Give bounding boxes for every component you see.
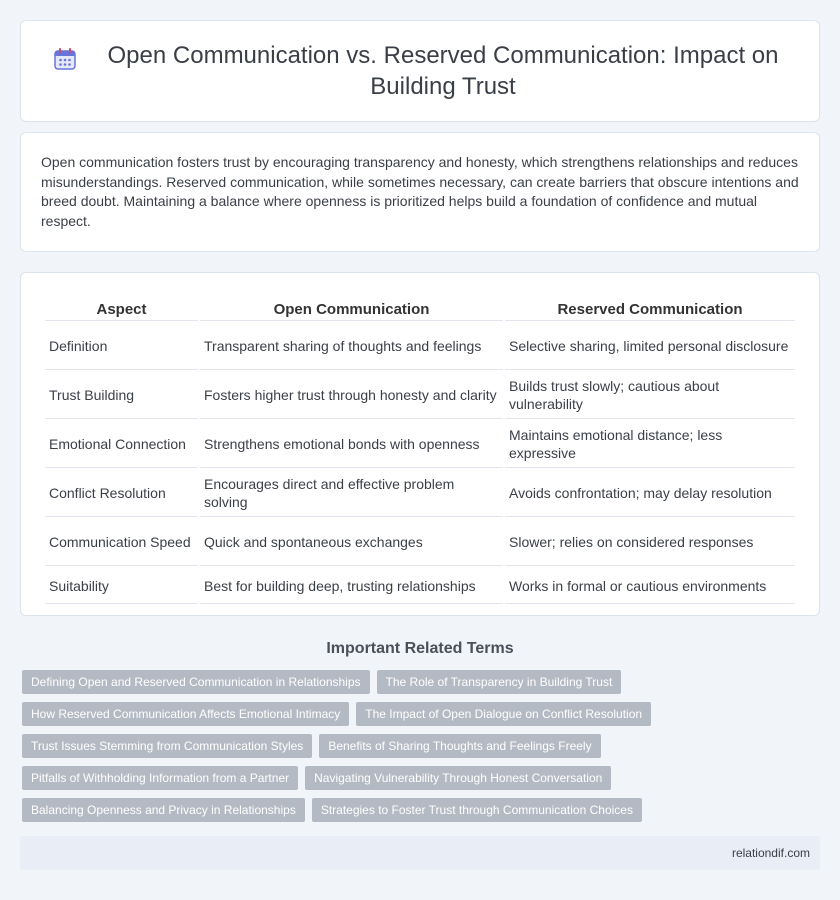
header-aspect: Aspect — [45, 299, 198, 321]
header-open-communication: Open Communication — [200, 299, 503, 321]
cell-reserved: Works in formal or cautious environments — [505, 568, 795, 604]
cell-open: Strengthens emotional bonds with openness — [200, 421, 503, 468]
related-term-tag[interactable]: Strategies to Foster Trust through Communication Choices — [312, 798, 642, 822]
related-term-tag[interactable]: Benefits of Sharing Thoughts and Feelings Freely — [319, 734, 600, 758]
table-row — [45, 519, 795, 566]
table-row — [45, 323, 795, 370]
calendar-icon — [52, 46, 78, 72]
cell-reserved: Slower; relies on considered responses — [505, 519, 795, 566]
cell-reserved: Builds trust slowly; cautious about vulnerability — [505, 372, 795, 419]
comparison-table — [43, 297, 797, 606]
related-term-tag[interactable]: The Impact of Open Dialogue on Conflict Resolution — [356, 702, 651, 726]
cell-open: Quick and spontaneous exchanges — [200, 519, 503, 566]
related-terms-title: Important Related Terms — [326, 640, 514, 657]
comparison-table-card — [20, 272, 820, 616]
related-term-tag[interactable]: The Role of Transparency in Building Trust — [377, 670, 622, 694]
related-term-tag[interactable]: Defining Open and Reserved Communication in Relationships — [22, 670, 370, 694]
intro-text: Open communication fosters trust by encouraging transparency and honesty, which strengthens relationships and reduces misunderstandings. Reserved communication, while sometimes necessary, can create barriers that obscure intentions and breed doubt. Maintaining a balance where openness is prioritized helps build a foundation of confidence and mutual respect. — [41, 154, 799, 229]
cell-aspect: Conflict Resolution — [45, 470, 198, 517]
table-row — [45, 568, 795, 604]
intro-card — [20, 132, 820, 252]
related-term-tag[interactable]: Trust Issues Stemming from Communication Styles — [22, 734, 312, 758]
table-row — [45, 470, 795, 517]
cell-aspect: Definition — [45, 323, 198, 370]
cell-open: Transparent sharing of thoughts and feelings — [200, 323, 503, 370]
cell-reserved: Selective sharing, limited personal disclosure — [505, 323, 795, 370]
related-terms-list — [22, 670, 818, 822]
cell-reserved: Maintains emotional distance; less expressive — [505, 421, 795, 468]
footer-site-link[interactable]: relationdif.com — [731, 846, 810, 860]
cell-aspect: Communication Speed — [45, 519, 198, 566]
footer — [20, 836, 820, 870]
cell-aspect: Trust Building — [45, 372, 198, 419]
header-reserved-communication: Reserved Communication — [505, 299, 795, 321]
related-term-tag[interactable]: Balancing Openness and Privacy in Relationships — [22, 798, 305, 822]
cell-aspect: Emotional Connection — [45, 421, 198, 468]
cell-open: Best for building deep, trusting relationships — [200, 568, 503, 604]
related-term-tag[interactable]: Navigating Vulnerability Through Honest Conversation — [305, 766, 611, 790]
related-term-tag[interactable]: How Reserved Communication Affects Emotional Intimacy — [22, 702, 349, 726]
title-wrap — [52, 40, 788, 102]
related-term-tag[interactable]: Pitfalls of Withholding Information from a Partner — [22, 766, 298, 790]
table-row — [45, 372, 795, 419]
page-title: Open Communication vs. Reserved Communication: Impact on Building Trust — [107, 42, 779, 100]
table-header-row — [45, 299, 795, 321]
cell-reserved: Avoids confrontation; may delay resolution — [505, 470, 795, 517]
header-card — [20, 20, 820, 122]
cell-aspect: Suitability — [45, 568, 198, 604]
table-row — [45, 421, 795, 468]
cell-open: Fosters higher trust through honesty and clarity — [200, 372, 503, 419]
cell-open: Encourages direct and effective problem solving — [200, 470, 503, 517]
